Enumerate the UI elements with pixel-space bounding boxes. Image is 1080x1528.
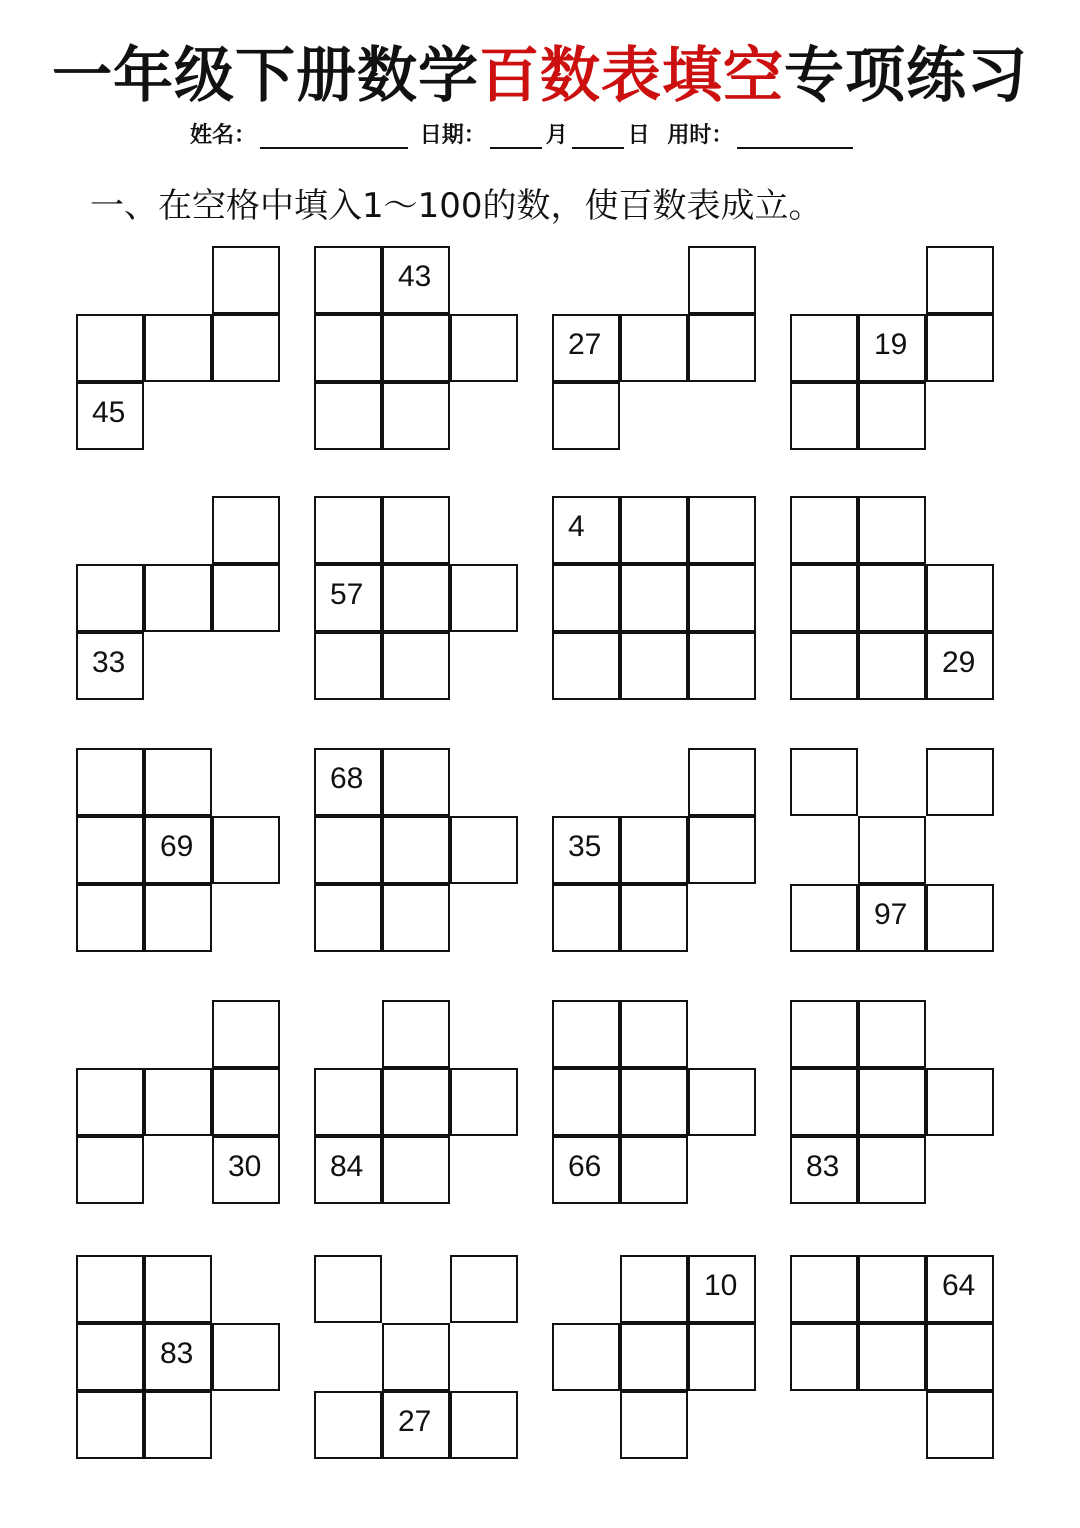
blank-cell[interactable] xyxy=(382,1000,450,1068)
blank-cell[interactable] xyxy=(620,496,688,564)
blank-cell[interactable] xyxy=(76,564,144,632)
day-blank[interactable] xyxy=(572,123,624,149)
blank-cell[interactable] xyxy=(212,816,280,884)
given-number-cell xyxy=(382,246,450,314)
blank-cell[interactable] xyxy=(858,564,926,632)
blank-cell[interactable] xyxy=(450,816,518,884)
blank-cell[interactable] xyxy=(314,314,382,382)
blank-cell[interactable] xyxy=(450,314,518,382)
given-number-cell xyxy=(76,382,144,450)
blank-cell[interactable] xyxy=(212,1323,280,1391)
blank-cell[interactable] xyxy=(144,884,212,952)
blank-cell[interactable] xyxy=(144,564,212,632)
blank-cell[interactable] xyxy=(926,246,994,314)
blank-cell[interactable] xyxy=(314,496,382,564)
blank-cell[interactable] xyxy=(212,314,280,382)
title-part1: 一年级下册数学 xyxy=(52,41,479,111)
month-blank[interactable] xyxy=(490,123,542,149)
blank-cell[interactable] xyxy=(620,1391,688,1459)
date-label: 日期： xyxy=(419,123,486,148)
given-number-cell xyxy=(926,1255,994,1323)
blank-cell[interactable] xyxy=(382,884,450,952)
blank-cell[interactable] xyxy=(790,564,858,632)
given-number: 35 xyxy=(568,830,602,863)
given-number: 33 xyxy=(92,646,126,679)
blank-cell[interactable] xyxy=(926,1323,994,1391)
given-number-cell xyxy=(552,496,620,564)
given-number: 4 xyxy=(568,510,585,543)
given-number: 64 xyxy=(942,1269,976,1302)
blank-cell[interactable] xyxy=(382,1136,450,1204)
blank-cell[interactable] xyxy=(926,748,994,816)
blank-cell[interactable] xyxy=(858,382,926,450)
given-number-cell xyxy=(212,1136,280,1204)
blank-cell[interactable] xyxy=(212,1000,280,1068)
blank-cell[interactable] xyxy=(552,1000,620,1068)
blank-cell[interactable] xyxy=(790,1255,858,1323)
blank-cell[interactable] xyxy=(76,1391,144,1459)
blank-cell[interactable] xyxy=(382,632,450,700)
blank-cell[interactable] xyxy=(552,382,620,450)
given-number-cell xyxy=(688,1255,756,1323)
given-number-cell xyxy=(314,1136,382,1204)
given-number-cell xyxy=(926,632,994,700)
blank-cell[interactable] xyxy=(790,1000,858,1068)
blank-cell[interactable] xyxy=(552,632,620,700)
instruction-text: 一、在空格中填入1～100的数，使百数表成立。 xyxy=(90,186,823,226)
blank-cell[interactable] xyxy=(212,1068,280,1136)
given-number-cell xyxy=(552,1136,620,1204)
blank-cell[interactable] xyxy=(858,1255,926,1323)
blank-cell[interactable] xyxy=(688,1068,756,1136)
given-number-cell xyxy=(552,314,620,382)
given-number-cell xyxy=(76,632,144,700)
blank-cell[interactable] xyxy=(450,1391,518,1459)
blank-cell[interactable] xyxy=(552,884,620,952)
blank-cell[interactable] xyxy=(790,884,858,952)
given-number-cell xyxy=(144,1323,212,1391)
blank-cell[interactable] xyxy=(688,816,756,884)
given-number-cell xyxy=(552,816,620,884)
blank-cell[interactable] xyxy=(620,1255,688,1323)
blank-cell[interactable] xyxy=(144,748,212,816)
given-number: 97 xyxy=(874,898,908,931)
given-number: 29 xyxy=(942,646,976,679)
blank-cell[interactable] xyxy=(858,1068,926,1136)
blank-cell[interactable] xyxy=(926,314,994,382)
blank-cell[interactable] xyxy=(76,1323,144,1391)
given-number: 43 xyxy=(398,260,432,293)
blank-cell[interactable] xyxy=(790,314,858,382)
page-title xyxy=(0,28,1080,114)
blank-cell[interactable] xyxy=(212,246,280,314)
blank-cell[interactable] xyxy=(382,314,450,382)
blank-cell[interactable] xyxy=(926,1391,994,1459)
blank-cell[interactable] xyxy=(76,884,144,952)
blank-cell[interactable] xyxy=(858,496,926,564)
blank-cell[interactable] xyxy=(620,1000,688,1068)
given-number-cell xyxy=(382,1391,450,1459)
blank-cell[interactable] xyxy=(790,1068,858,1136)
blank-cell[interactable] xyxy=(144,1255,212,1323)
given-number: 83 xyxy=(806,1150,840,1183)
blank-cell[interactable] xyxy=(688,564,756,632)
title-highlight: 百数表填空 xyxy=(479,41,784,111)
blank-cell[interactable] xyxy=(552,564,620,632)
time-blank[interactable] xyxy=(737,123,853,149)
blank-cell[interactable] xyxy=(790,496,858,564)
given-number-cell xyxy=(858,314,926,382)
blank-cell[interactable] xyxy=(688,246,756,314)
given-number: 19 xyxy=(874,328,908,361)
blank-cell[interactable] xyxy=(688,496,756,564)
blank-cell[interactable] xyxy=(450,564,518,632)
blank-cell[interactable] xyxy=(144,1391,212,1459)
blank-cell[interactable] xyxy=(314,246,382,314)
title-part2: 专项练习 xyxy=(784,41,1028,111)
blank-cell[interactable] xyxy=(926,884,994,952)
given-number-cell xyxy=(858,884,926,952)
blank-cell[interactable] xyxy=(212,496,280,564)
given-number: 10 xyxy=(704,1269,738,1302)
blank-cell[interactable] xyxy=(926,1068,994,1136)
blank-cell[interactable] xyxy=(382,496,450,564)
blank-cell[interactable] xyxy=(620,632,688,700)
given-number: 84 xyxy=(330,1150,364,1183)
given-number: 66 xyxy=(568,1150,602,1183)
blank-cell[interactable] xyxy=(790,632,858,700)
blank-cell[interactable] xyxy=(382,382,450,450)
blank-cell[interactable] xyxy=(76,1136,144,1204)
day-label: 日 xyxy=(627,123,650,148)
given-number: 45 xyxy=(92,396,126,429)
blank-cell[interactable] xyxy=(76,1255,144,1323)
blank-cell[interactable] xyxy=(620,1323,688,1391)
blank-cell[interactable] xyxy=(620,314,688,382)
blank-cell[interactable] xyxy=(314,884,382,952)
given-number-cell xyxy=(790,1136,858,1204)
blank-cell[interactable] xyxy=(790,1323,858,1391)
given-number: 83 xyxy=(160,1337,194,1370)
given-number: 27 xyxy=(568,328,602,361)
name-blank[interactable] xyxy=(260,123,408,149)
blank-cell[interactable] xyxy=(450,1068,518,1136)
blank-cell[interactable] xyxy=(688,632,756,700)
blank-cell[interactable] xyxy=(314,1391,382,1459)
blank-cell[interactable] xyxy=(382,748,450,816)
blank-cell[interactable] xyxy=(382,564,450,632)
blank-cell[interactable] xyxy=(790,382,858,450)
blank-cell[interactable] xyxy=(688,1323,756,1391)
given-number: 68 xyxy=(330,762,364,795)
blank-cell[interactable] xyxy=(688,748,756,816)
blank-cell[interactable] xyxy=(552,1068,620,1136)
given-number-cell xyxy=(314,748,382,816)
given-number: 30 xyxy=(228,1150,262,1183)
given-number: 69 xyxy=(160,830,194,863)
blank-cell[interactable] xyxy=(212,564,280,632)
blank-cell[interactable] xyxy=(858,1136,926,1204)
blank-cell[interactable] xyxy=(76,816,144,884)
blank-cell[interactable] xyxy=(926,564,994,632)
blank-cell[interactable] xyxy=(552,1323,620,1391)
given-number-cell xyxy=(314,564,382,632)
blank-cell[interactable] xyxy=(858,632,926,700)
given-number: 57 xyxy=(330,578,364,611)
student-info-line xyxy=(190,118,857,158)
given-number-cell xyxy=(144,816,212,884)
blank-cell[interactable] xyxy=(144,314,212,382)
blank-cell[interactable] xyxy=(144,1068,212,1136)
blank-cell[interactable] xyxy=(790,748,858,816)
blank-cell[interactable] xyxy=(76,748,144,816)
blank-cell[interactable] xyxy=(314,382,382,450)
blank-cell[interactable] xyxy=(314,816,382,884)
blank-cell[interactable] xyxy=(620,816,688,884)
blank-cell[interactable] xyxy=(314,632,382,700)
blank-cell[interactable] xyxy=(858,1000,926,1068)
blank-cell[interactable] xyxy=(382,1323,450,1391)
given-number: 27 xyxy=(398,1405,432,1438)
blank-cell[interactable] xyxy=(76,1068,144,1136)
blank-cell[interactable] xyxy=(620,884,688,952)
blank-cell[interactable] xyxy=(620,564,688,632)
blank-cell[interactable] xyxy=(688,314,756,382)
blank-cell[interactable] xyxy=(314,1255,382,1323)
blank-cell[interactable] xyxy=(382,816,450,884)
blank-cell[interactable] xyxy=(314,1068,382,1136)
blank-cell[interactable] xyxy=(858,1323,926,1391)
blank-cell[interactable] xyxy=(858,816,926,884)
blank-cell[interactable] xyxy=(76,314,144,382)
blank-cell[interactable] xyxy=(620,1068,688,1136)
blank-cell[interactable] xyxy=(620,1136,688,1204)
time-label: 用时： xyxy=(667,123,734,148)
month-label: 月 xyxy=(545,123,568,148)
blank-cell[interactable] xyxy=(382,1068,450,1136)
blank-cell[interactable] xyxy=(450,1255,518,1323)
name-label: 姓名： xyxy=(190,123,257,148)
